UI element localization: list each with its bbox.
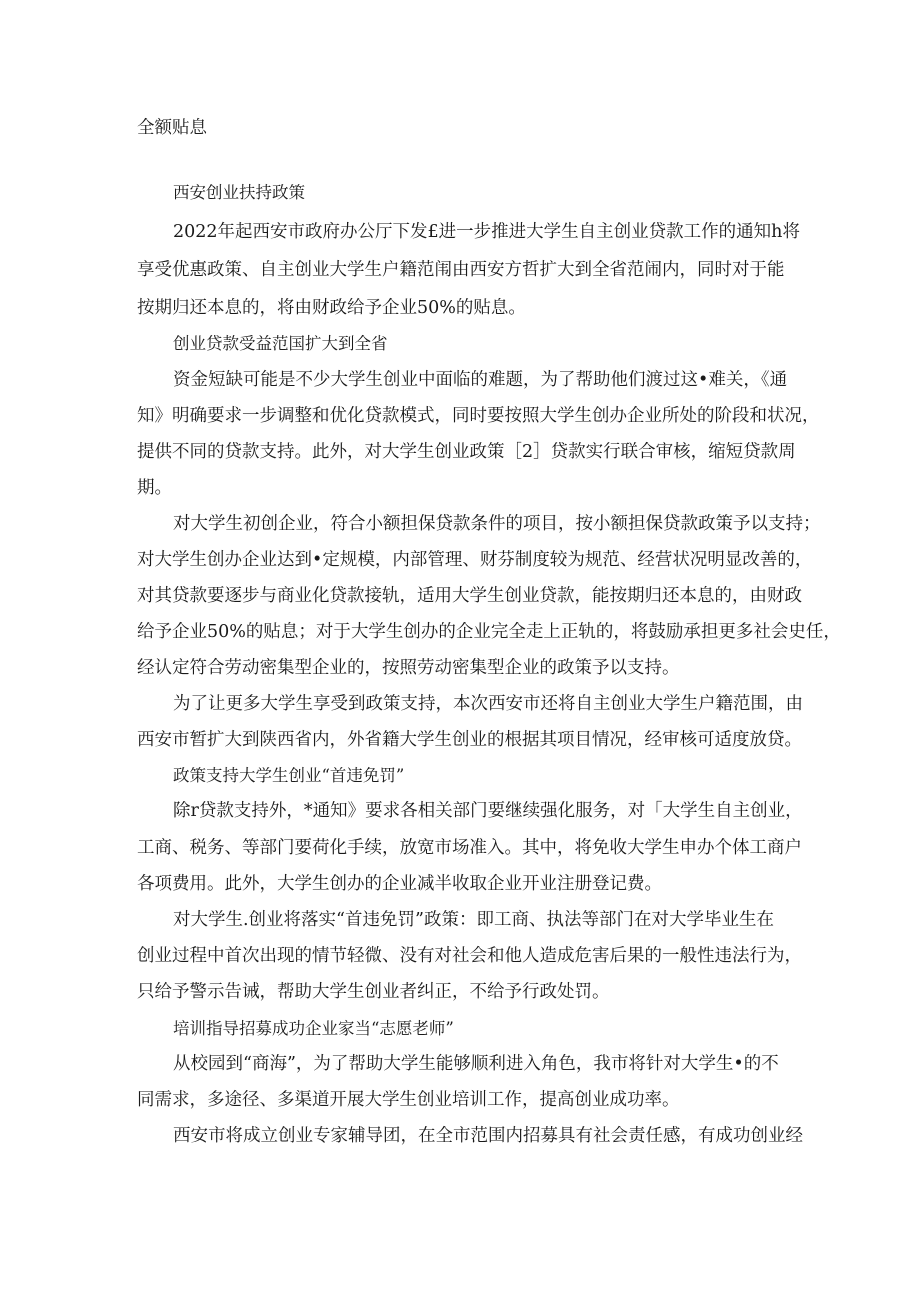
section-heading: 培训指导招募成功企业家当“志愿老师” <box>173 1019 454 1038</box>
text-line: 知》明确要求一步调整和优化贷款模式，同时要按照大学生创办企业所处的阶段和状况， <box>137 406 820 426</box>
text-line: 对大学生初创企业，符合小额担保贷款条件的项目，按小额担保贷款政策予以支持； <box>173 514 821 534</box>
text-line: 经认定符合劳动密集型企业的，按照劳动密集型企业的政策予以支持。 <box>137 658 680 678</box>
section-heading: 创业贷款受益范国扩大到全省 <box>173 334 388 353</box>
text-line: 提供不同的贷款支持。此外，对大学生创业政策［2］贷款实行联合审核，缩短贷款周 <box>137 442 796 462</box>
section-heading: 西安创业扶持政策 <box>173 183 305 202</box>
text-line: 2022年起西安市政府办公厅下发£进一步推进大学生自主创业贷款工作的通知h将 <box>173 222 800 242</box>
text-line: 西安市将成立创业专家辅导团，在全市范围内招募具有社会责任感，有成功创业经 <box>173 1126 803 1146</box>
text-line: 对大学生创办企业达到•定规模，内部管理、财芬制度较为规范、经营状况明显改善的， <box>137 550 813 570</box>
section-heading: 政策支持大学生创业“首违免罚” <box>173 766 405 785</box>
text-line: 期。 <box>137 478 172 498</box>
text-line: 对其贷款要逐步与商业化贷款接轨，适用大学生创业贷款，能按期归还本息的，由财政 <box>137 586 802 606</box>
text-line: 只给予警示告诫，帮助大学生创业者纠正，不给予行政处罚。 <box>137 982 610 1002</box>
text-line: 从校园到“商海”，为了帮助大学生能够顺利进入角色，我市将针对大学生•的不 <box>173 1054 779 1074</box>
text-line: 给予企业50%的贴息；对于大学生创办的企业完全走上正轨的，将鼓励承担更多社会史任， <box>137 622 841 642</box>
text-line: 西安市暂扩大到陕西省内，外省籍大学生创业的根据其项目情况，经审核可适度放贷。 <box>137 730 802 750</box>
text-line: 按期归还本息的，将由财政给予企业50%的贴息。 <box>137 298 526 318</box>
text-line: 资金短缺可能是不少大学生创业中面临的难题，为了帮助他们渡过这•难关，《通 <box>173 370 788 390</box>
text-line: 工商、税务、等部门要荷化手续，放宽市场准入。其中，将免收大学生申办个体工商户 <box>137 838 802 858</box>
text-line: 对大学生.创业将落实“首违免罚”政策：即工商、执法等部门在对大学毕业生在 <box>173 910 774 930</box>
text-line: 为了让更多大学生享受到政策支持，本次西安市还将自主创业大学生户籍范围，由 <box>173 694 803 714</box>
top-fragment: 全额贴息 <box>137 118 207 138</box>
text-line: 同需求，多途径、多渠道开展大学生创业培训工作，提高创业成功率。 <box>137 1090 680 1110</box>
text-line: 创业过程中首次出现的情节轻微、没有对社会和他人造成危害后果的一般性违法行为， <box>137 946 802 966</box>
text-line: 各项费用。此外，大学生创办的企业减半收取企业开业注册登记费。 <box>137 874 662 894</box>
text-line: 除r贷款支持外，*通知》要求各相关部门要继续强化服务，对「大学生自主创业， <box>173 801 803 821</box>
text-line: 享受优惠政策、自主创业大学生户籍范闱由西安方哲扩大到全省范闹内，同时对于能 <box>137 260 785 280</box>
